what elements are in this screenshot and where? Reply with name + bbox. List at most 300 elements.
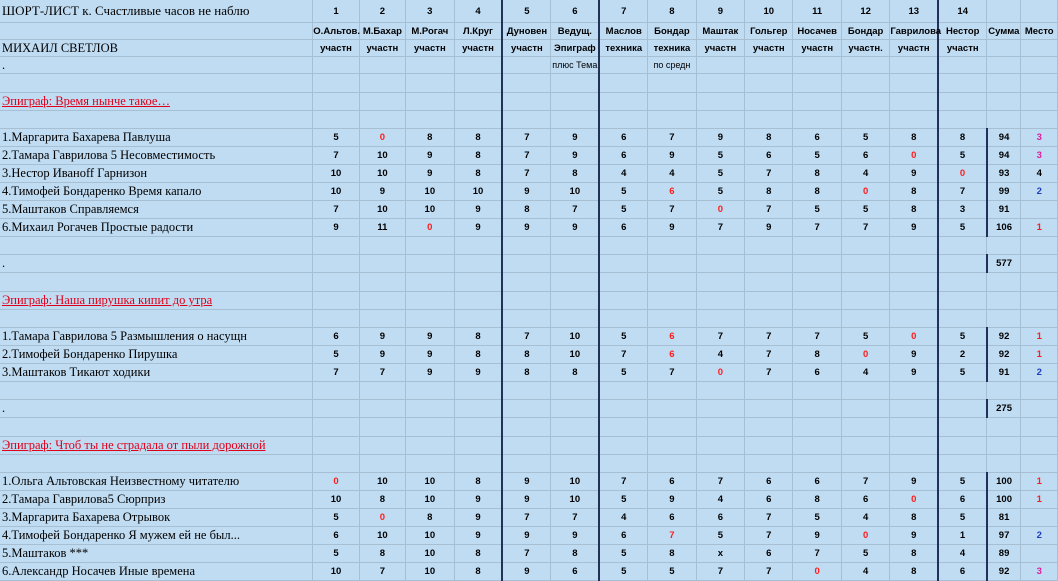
empty-cell[interactable] xyxy=(648,74,696,93)
score-cell[interactable]: 8 xyxy=(454,346,502,364)
judge-number[interactable]: 10 xyxy=(745,0,793,23)
score-cell[interactable]: 6 xyxy=(938,563,986,581)
empty-cell[interactable] xyxy=(599,93,647,111)
score-cell[interactable]: 8 xyxy=(551,364,599,382)
score-cell[interactable]: 5 xyxy=(313,509,359,527)
sum-cell[interactable]: 89 xyxy=(987,545,1021,563)
score-cell[interactable]: 7 xyxy=(502,129,550,147)
entry-name[interactable]: 5.Маштаков Справляемся xyxy=(0,201,313,219)
score-cell[interactable]: 5 xyxy=(599,201,647,219)
score-cell[interactable]: 9 xyxy=(406,147,454,165)
judge-number[interactable]: 7 xyxy=(599,0,647,23)
empty-cell[interactable] xyxy=(890,292,938,310)
score-cell[interactable]: 4 xyxy=(841,364,889,382)
judge-number[interactable]: 2 xyxy=(359,0,405,23)
score-cell[interactable]: 4 xyxy=(841,165,889,183)
empty-cell[interactable] xyxy=(0,310,313,328)
empty-cell[interactable] xyxy=(745,310,793,328)
empty-cell[interactable] xyxy=(648,400,696,418)
empty-cell[interactable] xyxy=(745,273,793,292)
judge-number[interactable]: 14 xyxy=(938,0,986,23)
empty-cell[interactable] xyxy=(551,273,599,292)
score-cell[interactable]: 7 xyxy=(745,364,793,382)
score-cell[interactable]: 6 xyxy=(313,328,359,346)
score-cell[interactable]: 7 xyxy=(359,563,405,581)
score-cell[interactable]: 7 xyxy=(313,364,359,382)
empty-cell[interactable] xyxy=(793,310,841,328)
empty-cell[interactable] xyxy=(938,418,986,437)
entry-name[interactable]: 2.Тамара Гаврилова 5 Несовместимость xyxy=(0,147,313,165)
empty-cell[interactable] xyxy=(841,400,889,418)
empty-cell[interactable] xyxy=(359,437,405,455)
judge-number[interactable]: 1 xyxy=(313,0,359,23)
score-cell[interactable]: 7 xyxy=(648,201,696,219)
empty-cell[interactable] xyxy=(599,292,647,310)
score-cell[interactable]: 4 xyxy=(696,491,744,509)
judge-number[interactable]: 12 xyxy=(841,0,889,23)
empty-cell[interactable] xyxy=(648,455,696,473)
empty-cell[interactable] xyxy=(454,400,502,418)
score-cell[interactable]: 0 xyxy=(890,328,938,346)
judge-name[interactable]: Бондар xyxy=(648,23,696,40)
judge-role[interactable]: техника xyxy=(599,40,647,57)
score-cell[interactable]: 6 xyxy=(745,473,793,491)
score-cell[interactable]: 10 xyxy=(551,328,599,346)
score-cell[interactable]: 6 xyxy=(599,129,647,147)
score-cell[interactable]: 8 xyxy=(502,364,550,382)
empty-cell[interactable] xyxy=(359,455,405,473)
score-cell[interactable]: 7 xyxy=(745,201,793,219)
judge-name[interactable]: Ведущ. xyxy=(551,23,599,40)
sum-cell[interactable]: 81 xyxy=(987,509,1021,527)
score-cell[interactable]: 8 xyxy=(502,346,550,364)
score-cell[interactable]: 7 xyxy=(648,527,696,545)
score-cell[interactable]: 9 xyxy=(551,527,599,545)
empty-cell[interactable] xyxy=(696,237,744,255)
score-cell[interactable]: 8 xyxy=(454,563,502,581)
empty-cell[interactable] xyxy=(599,237,647,255)
score-cell[interactable]: 9 xyxy=(648,219,696,237)
score-cell[interactable]: 8 xyxy=(793,346,841,364)
entry-name[interactable]: 4.Тимофей Бондаренко Время капало xyxy=(0,183,313,201)
empty-cell[interactable] xyxy=(841,310,889,328)
score-cell[interactable]: 5 xyxy=(599,491,647,509)
empty-cell[interactable] xyxy=(551,74,599,93)
empty-cell[interactable] xyxy=(938,74,986,93)
score-cell[interactable]: 6 xyxy=(648,509,696,527)
empty-cell[interactable] xyxy=(696,455,744,473)
sum-cell[interactable]: 91 xyxy=(987,364,1021,382)
empty-cell[interactable] xyxy=(454,382,502,400)
empty-cell[interactable] xyxy=(987,292,1021,310)
score-cell[interactable]: 5 xyxy=(938,219,986,237)
empty-cell[interactable] xyxy=(406,292,454,310)
score-cell[interactable]: 9 xyxy=(551,219,599,237)
empty-cell[interactable] xyxy=(745,382,793,400)
judge-name[interactable]: Сумма xyxy=(987,23,1021,40)
empty-cell[interactable] xyxy=(793,237,841,255)
empty-cell[interactable] xyxy=(1021,255,1058,273)
empty-cell[interactable] xyxy=(454,292,502,310)
judge-number[interactable]: 6 xyxy=(551,0,599,23)
empty-cell[interactable] xyxy=(1021,382,1058,400)
empty-cell[interactable] xyxy=(793,273,841,292)
score-cell[interactable]: 8 xyxy=(454,147,502,165)
judge-role[interactable]: участн xyxy=(406,40,454,57)
empty-cell[interactable] xyxy=(454,437,502,455)
judge-name[interactable]: О.Альтов. xyxy=(313,23,359,40)
empty-cell[interactable] xyxy=(454,455,502,473)
empty-cell[interactable] xyxy=(890,418,938,437)
judge-role[interactable]: участн. xyxy=(841,40,889,57)
place-cell[interactable]: 2 xyxy=(1021,527,1058,545)
score-cell[interactable]: 0 xyxy=(890,491,938,509)
entry-name[interactable]: 3.Нестор Иваноff Гарнизон xyxy=(0,165,313,183)
score-cell[interactable]: 10 xyxy=(313,183,359,201)
empty-cell[interactable] xyxy=(696,382,744,400)
score-cell[interactable]: 6 xyxy=(599,147,647,165)
judge-name[interactable]: Маслов xyxy=(599,23,647,40)
score-cell[interactable]: 8 xyxy=(454,129,502,147)
score-cell[interactable]: 8 xyxy=(890,563,938,581)
score-cell[interactable]: 5 xyxy=(793,147,841,165)
score-cell[interactable]: 0 xyxy=(406,219,454,237)
empty-cell[interactable] xyxy=(1021,455,1058,473)
empty-cell[interactable] xyxy=(648,382,696,400)
score-cell[interactable]: 9 xyxy=(890,527,938,545)
score-cell[interactable]: 5 xyxy=(938,473,986,491)
empty-cell[interactable] xyxy=(313,255,359,273)
score-cell[interactable]: 7 xyxy=(696,473,744,491)
score-cell[interactable]: 7 xyxy=(938,183,986,201)
score-cell[interactable]: 7 xyxy=(745,328,793,346)
empty-cell[interactable] xyxy=(745,57,793,74)
score-cell[interactable]: 4 xyxy=(938,545,986,563)
empty-cell[interactable] xyxy=(938,57,986,74)
empty-cell[interactable] xyxy=(696,437,744,455)
sum-cell[interactable]: 100 xyxy=(987,491,1021,509)
poet-name[interactable]: МИХАИЛ СВЕТЛОВ xyxy=(0,40,313,57)
score-cell[interactable]: 10 xyxy=(406,183,454,201)
score-cell[interactable]: 8 xyxy=(745,129,793,147)
judge-role[interactable]: участн xyxy=(793,40,841,57)
empty-cell[interactable] xyxy=(1021,111,1058,129)
empty-cell[interactable] xyxy=(406,400,454,418)
score-cell[interactable]: 6 xyxy=(745,147,793,165)
empty-cell[interactable] xyxy=(551,400,599,418)
score-cell[interactable]: 4 xyxy=(599,509,647,527)
score-cell[interactable]: 8 xyxy=(890,183,938,201)
empty-cell[interactable] xyxy=(313,93,359,111)
empty-cell[interactable] xyxy=(648,310,696,328)
empty-cell[interactable] xyxy=(0,273,313,292)
score-cell[interactable]: 5 xyxy=(841,129,889,147)
entry-name[interactable]: 6.Михаил Рогачев Простые радости xyxy=(0,219,313,237)
score-cell[interactable]: 7 xyxy=(599,473,647,491)
entry-name[interactable]: 6.Александр Носачев Иные времена xyxy=(0,563,313,581)
score-cell[interactable]: 8 xyxy=(454,328,502,346)
epigraph-title[interactable]: Эпиграф: Чтоб ты не страдала от пыли дорожной xyxy=(0,437,313,455)
place-cell[interactable]: 4 xyxy=(1021,165,1058,183)
score-cell[interactable]: 8 xyxy=(551,545,599,563)
empty-cell[interactable] xyxy=(1021,437,1058,455)
score-cell[interactable]: 5 xyxy=(696,165,744,183)
score-cell[interactable]: 7 xyxy=(502,509,550,527)
score-cell[interactable]: 8 xyxy=(454,473,502,491)
empty-cell[interactable] xyxy=(406,57,454,74)
score-cell[interactable]: 2 xyxy=(938,346,986,364)
judge-role[interactable]: техника xyxy=(648,40,696,57)
empty-cell[interactable] xyxy=(745,237,793,255)
note-cell[interactable]: плюс Тема xyxy=(551,57,599,74)
score-cell[interactable]: 9 xyxy=(406,328,454,346)
score-cell[interactable]: 7 xyxy=(793,545,841,563)
empty-cell[interactable] xyxy=(599,255,647,273)
score-cell[interactable]: 6 xyxy=(793,129,841,147)
empty-cell[interactable] xyxy=(890,111,938,129)
score-cell[interactable]: 7 xyxy=(502,165,550,183)
empty-cell[interactable] xyxy=(841,93,889,111)
score-cell[interactable]: 5 xyxy=(599,328,647,346)
score-cell[interactable]: 4 xyxy=(841,509,889,527)
empty-cell[interactable] xyxy=(938,382,986,400)
score-cell[interactable]: 9 xyxy=(359,346,405,364)
empty-cell[interactable] xyxy=(841,255,889,273)
empty-cell[interactable] xyxy=(599,310,647,328)
empty-cell[interactable] xyxy=(987,382,1021,400)
empty-cell[interactable] xyxy=(1021,418,1058,437)
empty-cell[interactable] xyxy=(0,74,313,93)
empty-cell[interactable] xyxy=(313,237,359,255)
empty-cell[interactable] xyxy=(0,23,313,40)
score-cell[interactable]: 5 xyxy=(696,183,744,201)
empty-cell[interactable] xyxy=(938,310,986,328)
score-cell[interactable]: 8 xyxy=(890,545,938,563)
empty-cell[interactable] xyxy=(359,111,405,129)
score-cell[interactable]: 8 xyxy=(551,165,599,183)
score-cell[interactable]: 6 xyxy=(745,491,793,509)
empty-cell[interactable] xyxy=(841,111,889,129)
sum-cell[interactable]: 91 xyxy=(987,201,1021,219)
score-cell[interactable]: 1 xyxy=(938,527,986,545)
judge-role[interactable]: участн xyxy=(890,40,938,57)
empty-cell[interactable] xyxy=(745,111,793,129)
empty-cell[interactable] xyxy=(987,40,1021,57)
score-cell[interactable]: 9 xyxy=(454,219,502,237)
judge-role[interactable]: Эпиграф xyxy=(551,40,599,57)
empty-cell[interactable] xyxy=(502,255,550,273)
score-cell[interactable]: 9 xyxy=(454,509,502,527)
score-cell[interactable]: 0 xyxy=(890,147,938,165)
score-cell[interactable]: 7 xyxy=(551,509,599,527)
empty-cell[interactable] xyxy=(502,455,550,473)
empty-cell[interactable] xyxy=(313,382,359,400)
empty-cell[interactable] xyxy=(313,455,359,473)
empty-cell[interactable] xyxy=(696,57,744,74)
empty-cell[interactable] xyxy=(599,437,647,455)
judge-role[interactable]: участн xyxy=(502,40,550,57)
score-cell[interactable]: 10 xyxy=(406,563,454,581)
score-cell[interactable]: 10 xyxy=(359,473,405,491)
empty-cell[interactable] xyxy=(359,273,405,292)
score-cell[interactable]: 6 xyxy=(648,328,696,346)
empty-cell[interactable] xyxy=(841,74,889,93)
score-cell[interactable]: 7 xyxy=(551,201,599,219)
judge-number[interactable]: 4 xyxy=(454,0,502,23)
score-cell[interactable]: 5 xyxy=(313,129,359,147)
empty-cell[interactable] xyxy=(793,382,841,400)
score-cell[interactable]: 6 xyxy=(793,473,841,491)
empty-cell[interactable] xyxy=(938,400,986,418)
dot-cell[interactable]: . xyxy=(0,400,313,418)
sum-cell[interactable]: 93 xyxy=(987,165,1021,183)
score-cell[interactable]: 7 xyxy=(793,219,841,237)
score-cell[interactable]: 5 xyxy=(793,509,841,527)
score-cell[interactable]: 5 xyxy=(938,147,986,165)
empty-cell[interactable] xyxy=(359,418,405,437)
judge-name[interactable]: Бондар xyxy=(841,23,889,40)
score-cell[interactable]: 5 xyxy=(313,545,359,563)
score-cell[interactable]: 9 xyxy=(793,527,841,545)
score-cell[interactable]: 7 xyxy=(502,328,550,346)
place-cell[interactable]: 1 xyxy=(1021,491,1058,509)
place-cell[interactable]: 2 xyxy=(1021,364,1058,382)
score-cell[interactable]: 5 xyxy=(696,527,744,545)
judge-number[interactable]: 11 xyxy=(793,0,841,23)
epigraph-title[interactable]: Эпиграф: Время нынче такое… xyxy=(0,93,313,111)
score-cell[interactable]: 10 xyxy=(313,165,359,183)
score-cell[interactable]: 8 xyxy=(359,491,405,509)
sum-cell[interactable]: 99 xyxy=(987,183,1021,201)
score-cell[interactable]: 6 xyxy=(599,527,647,545)
empty-cell[interactable] xyxy=(551,111,599,129)
empty-cell[interactable] xyxy=(502,273,550,292)
score-cell[interactable]: 9 xyxy=(648,491,696,509)
score-cell[interactable]: 10 xyxy=(406,491,454,509)
empty-cell[interactable] xyxy=(696,111,744,129)
empty-cell[interactable] xyxy=(406,310,454,328)
judge-name[interactable]: Гольгер xyxy=(745,23,793,40)
place-cell[interactable]: 1 xyxy=(1021,473,1058,491)
empty-cell[interactable] xyxy=(359,93,405,111)
place-cell[interactable]: 1 xyxy=(1021,328,1058,346)
score-cell[interactable]: 6 xyxy=(551,563,599,581)
empty-cell[interactable] xyxy=(313,57,359,74)
score-cell[interactable]: 5 xyxy=(313,346,359,364)
empty-cell[interactable] xyxy=(1021,93,1058,111)
score-cell[interactable]: 8 xyxy=(406,509,454,527)
empty-cell[interactable] xyxy=(502,57,550,74)
score-cell[interactable]: 6 xyxy=(841,147,889,165)
empty-cell[interactable] xyxy=(406,382,454,400)
entry-name[interactable]: 3.Маргарита Бахарева Отрывок xyxy=(0,509,313,527)
sum-cell[interactable]: 106 xyxy=(987,219,1021,237)
empty-cell[interactable] xyxy=(0,382,313,400)
score-cell[interactable]: 10 xyxy=(406,527,454,545)
score-cell[interactable]: 9 xyxy=(502,219,550,237)
empty-cell[interactable] xyxy=(648,273,696,292)
empty-cell[interactable] xyxy=(551,437,599,455)
empty-cell[interactable] xyxy=(313,437,359,455)
empty-cell[interactable] xyxy=(502,237,550,255)
empty-cell[interactable] xyxy=(454,255,502,273)
empty-cell[interactable] xyxy=(406,255,454,273)
score-cell[interactable]: 9 xyxy=(359,183,405,201)
empty-cell[interactable] xyxy=(313,273,359,292)
score-cell[interactable]: 0 xyxy=(793,563,841,581)
empty-cell[interactable] xyxy=(696,310,744,328)
score-cell[interactable]: 4 xyxy=(599,165,647,183)
score-cell[interactable]: 9 xyxy=(890,346,938,364)
empty-cell[interactable] xyxy=(502,382,550,400)
score-cell[interactable]: 9 xyxy=(454,527,502,545)
empty-cell[interactable] xyxy=(406,93,454,111)
score-cell[interactable]: 6 xyxy=(648,183,696,201)
score-cell[interactable]: 9 xyxy=(406,346,454,364)
empty-cell[interactable] xyxy=(454,310,502,328)
score-cell[interactable]: 7 xyxy=(648,129,696,147)
empty-cell[interactable] xyxy=(938,111,986,129)
score-cell[interactable]: 7 xyxy=(359,364,405,382)
score-cell[interactable]: 3 xyxy=(938,201,986,219)
empty-cell[interactable] xyxy=(551,418,599,437)
score-cell[interactable]: 8 xyxy=(502,201,550,219)
place-cell[interactable]: 3 xyxy=(1021,129,1058,147)
judge-number[interactable]: 13 xyxy=(890,0,938,23)
score-cell[interactable]: 8 xyxy=(745,183,793,201)
dot-cell[interactable]: . xyxy=(0,255,313,273)
score-cell[interactable]: 5 xyxy=(841,328,889,346)
empty-cell[interactable] xyxy=(745,455,793,473)
empty-cell[interactable] xyxy=(502,93,550,111)
empty-cell[interactable] xyxy=(502,437,550,455)
sum-cell[interactable]: 92 xyxy=(987,563,1021,581)
score-cell[interactable]: 9 xyxy=(454,201,502,219)
judge-name[interactable]: М.Рогач xyxy=(406,23,454,40)
score-cell[interactable]: 8 xyxy=(793,183,841,201)
score-cell[interactable]: 7 xyxy=(745,165,793,183)
place-cell[interactable]: 3 xyxy=(1021,147,1058,165)
empty-cell[interactable] xyxy=(454,74,502,93)
sheet-title[interactable]: ШОРТ-ЛИСТ к. Счастливые часов не наблю xyxy=(0,0,313,23)
empty-cell[interactable] xyxy=(0,455,313,473)
score-cell[interactable]: 5 xyxy=(938,509,986,527)
score-cell[interactable]: 6 xyxy=(793,364,841,382)
score-cell[interactable]: 9 xyxy=(890,473,938,491)
judge-name[interactable]: Носачев xyxy=(793,23,841,40)
judge-role[interactable]: участн xyxy=(938,40,986,57)
empty-cell[interactable] xyxy=(648,111,696,129)
empty-cell[interactable] xyxy=(841,292,889,310)
score-cell[interactable]: 10 xyxy=(454,183,502,201)
empty-cell[interactable] xyxy=(454,418,502,437)
score-cell[interactable]: 9 xyxy=(406,165,454,183)
score-cell[interactable]: 9 xyxy=(890,364,938,382)
empty-cell[interactable] xyxy=(599,455,647,473)
score-cell[interactable]: 9 xyxy=(454,491,502,509)
empty-cell[interactable] xyxy=(313,400,359,418)
score-cell[interactable]: 0 xyxy=(359,509,405,527)
empty-cell[interactable] xyxy=(406,455,454,473)
empty-cell[interactable] xyxy=(987,93,1021,111)
empty-cell[interactable] xyxy=(890,255,938,273)
place-cell[interactable]: 1 xyxy=(1021,346,1058,364)
score-cell[interactable]: 0 xyxy=(313,473,359,491)
empty-cell[interactable] xyxy=(406,418,454,437)
judge-number[interactable]: 9 xyxy=(696,0,744,23)
judge-role[interactable]: участн xyxy=(454,40,502,57)
judge-number[interactable]: 5 xyxy=(502,0,550,23)
